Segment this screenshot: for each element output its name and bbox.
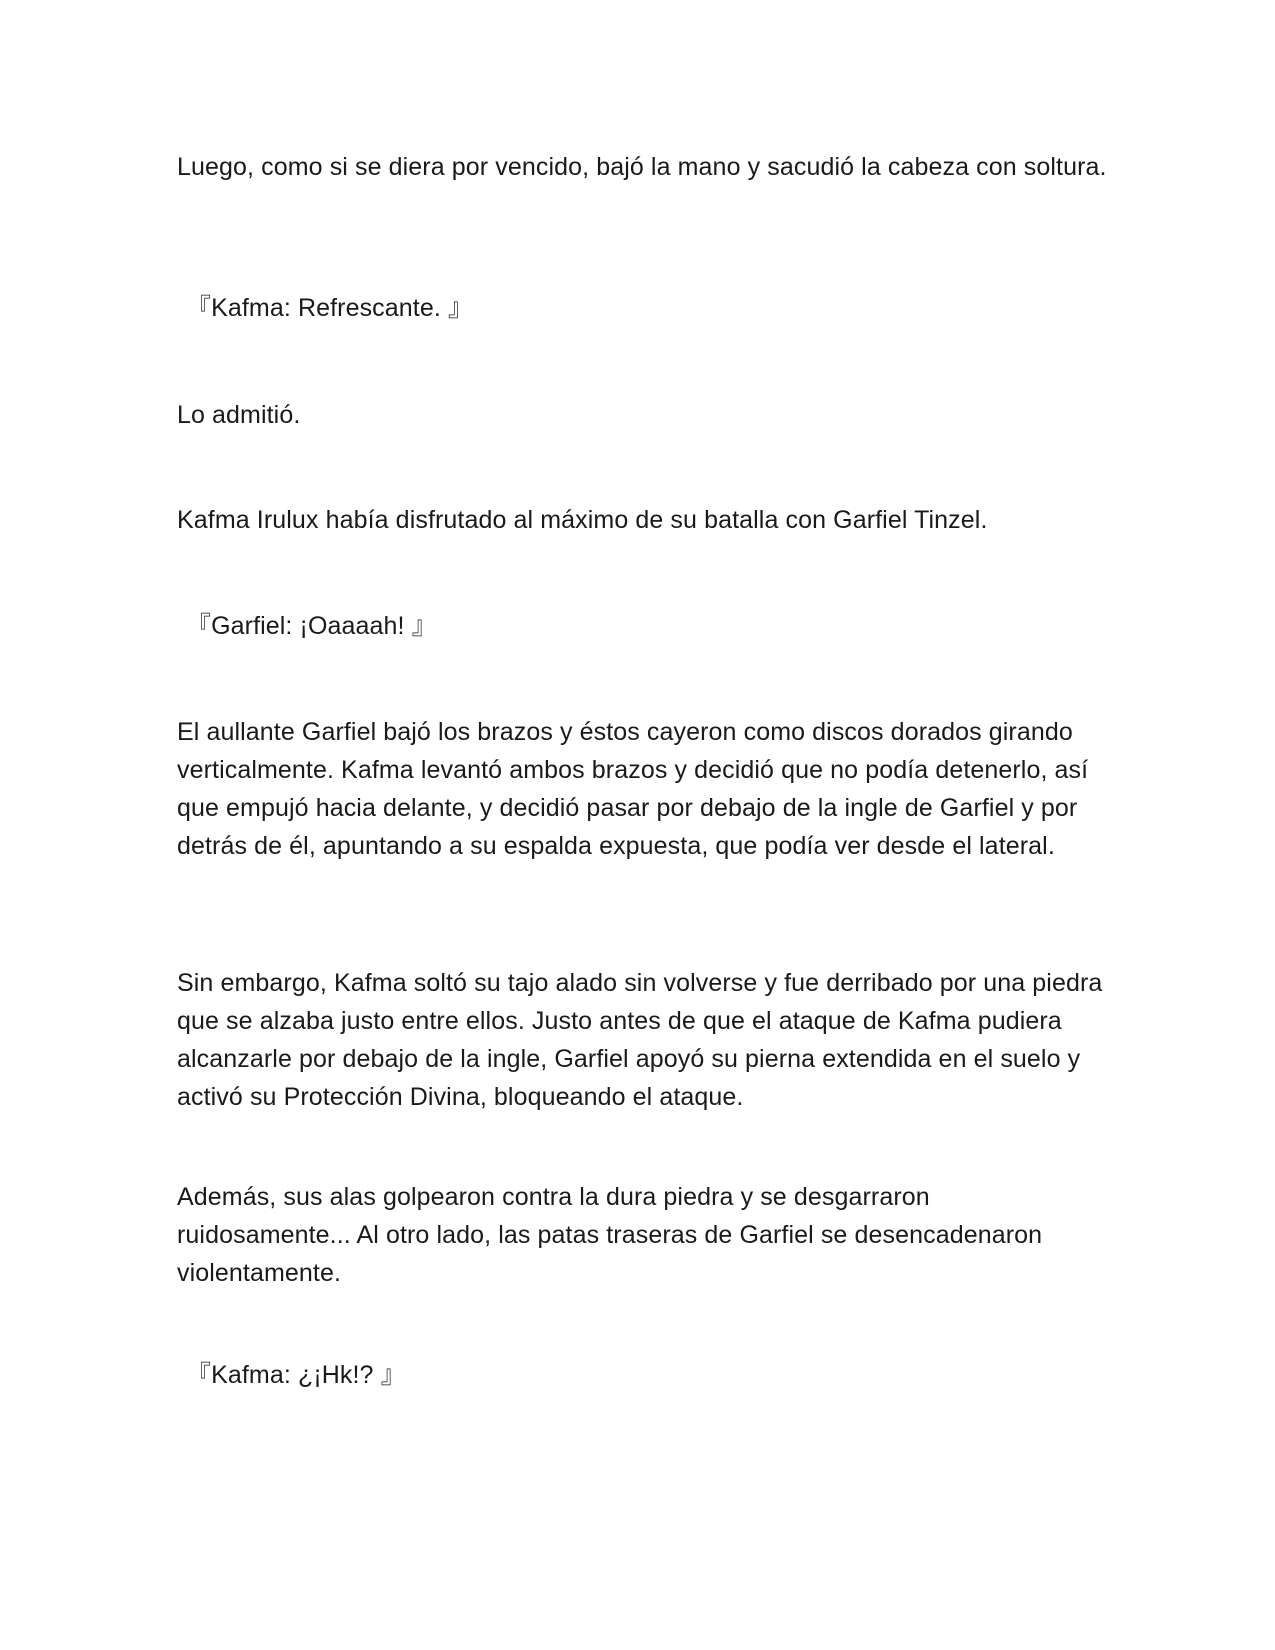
paragraph-dialogue: 『Garfiel: ¡Oaaaah! 』 [186, 612, 437, 640]
paragraph-narration: Kafma Irulux había disfrutado al máximo de su batalla con Garfiel Tinzel. [177, 506, 988, 534]
paragraph-narration: Lo admitió. [177, 401, 301, 429]
paragraph-dialogue: 『Kafma: ¿¡Hk!? 』 [186, 1361, 406, 1389]
paragraph-narration: Además, sus alas golpearon contra la dura piedra y se desgarraron ruidosamente... Al otro lado, las patas traseras de Garfiel se desencadenaron violentamente. [177, 1183, 1043, 1287]
paragraph-narration: El aullante Garfiel bajó los brazos y éstos cayeron como discos dorados girando verticalmente. Kafma levantó ambos brazos y decidió que no podía detenerlo, así que empujó hacia delante, y decidió pasar por debajo de la ingle de Garfiel y por detrás de él, apuntando a su espalda expuesta, que podía ver desde el lateral. [177, 718, 1089, 860]
paragraph-narration: Luego, como si se diera por vencido, bajó la mano y sacudió la cabeza con soltura. [177, 153, 1107, 181]
paragraph-narration: Sin embargo, Kafma soltó su tajo alado sin volverse y fue derribado por una piedra que se alzaba justo entre ellos. Justo antes de que el ataque de Kafma pudiera alcanzarle por debajo de la ingle, Garfiel apoyó su pierna extendida en el suelo y activó su Protección Divina, bloqueando el ataque. [177, 969, 1103, 1111]
paragraph-dialogue: 『Kafma: Refrescante. 』 [186, 294, 474, 322]
